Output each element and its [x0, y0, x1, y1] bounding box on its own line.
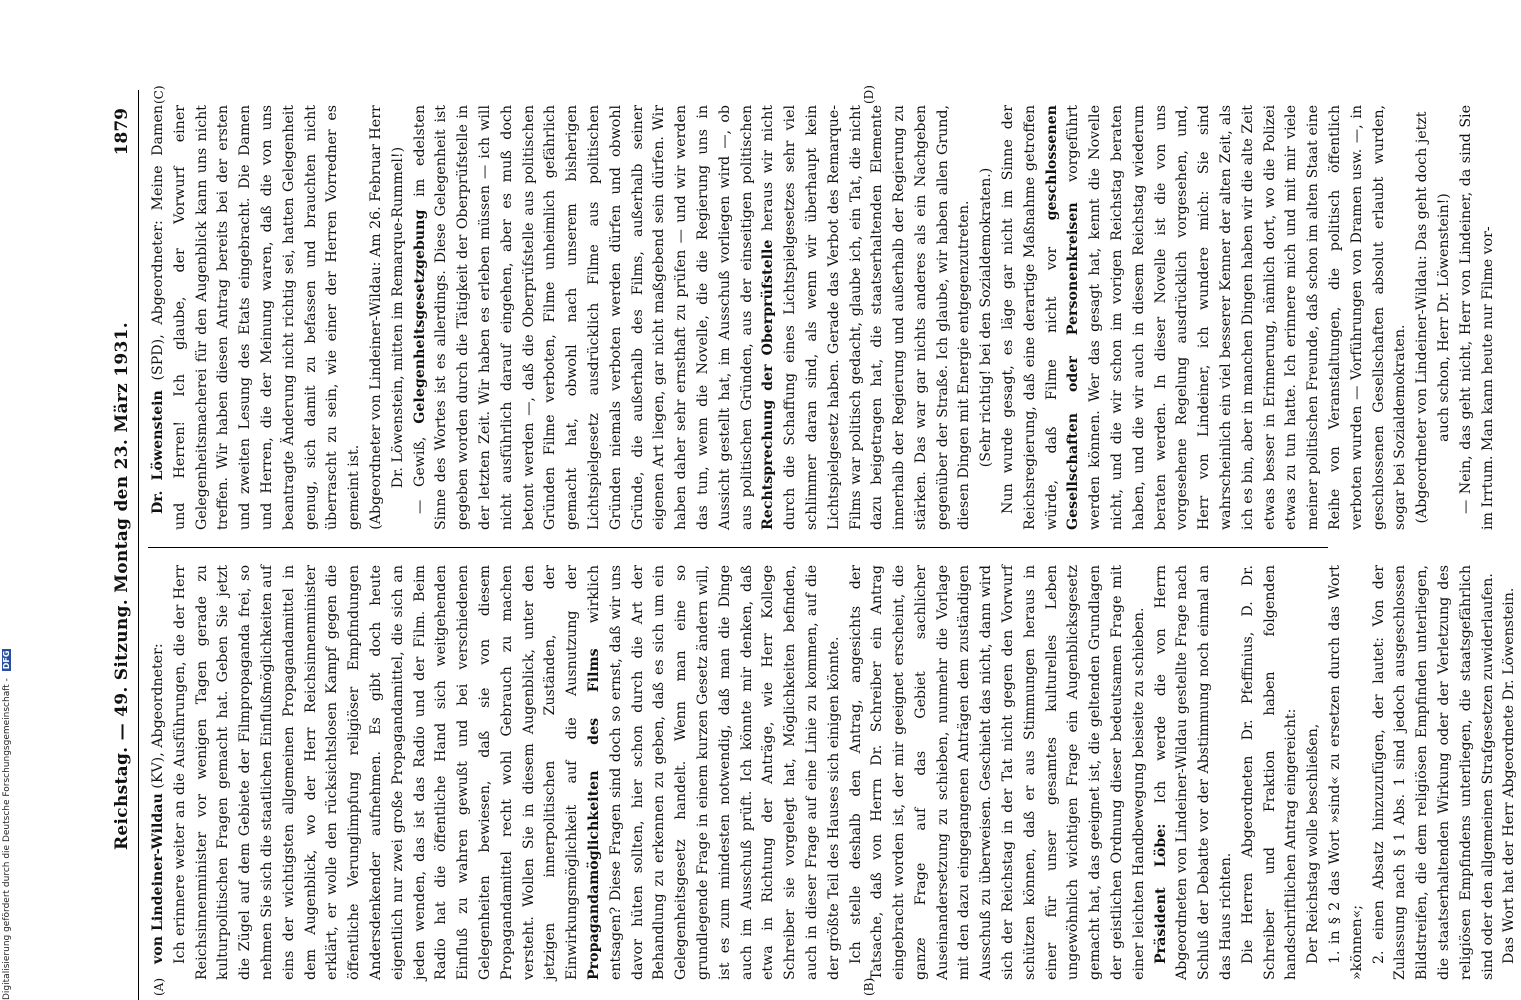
text-run: (KV), Abgeordneter:: [150, 643, 166, 794]
newspaper-page: [112, 85, 1518, 1000]
paragraph: [1369, 565, 1500, 980]
paragraph: [148, 105, 366, 530]
emphasis: geschlossenen Gesellschaften oder Personenkreisen: [1043, 105, 1082, 530]
footer-text: Digitalisierung gefördert durch die Deutsche Forschungsgemeinschaft -: [2, 678, 12, 1000]
text-run: — Gewiß,: [411, 423, 428, 514]
text-run: wirklich entsagen? Diese Fragen sind doch so ernst, daß wir uns davor hüten sollten, hier schon durch die Art der Behandlung zu erkennen zu geben, daß es sich um ein Gelegenheitsgesetz handelt. Wenn man eine so grundlegende Frage in einem kurzen Gesetz ändern will, ist es zum mindesten notwendig, daß man die Dinge auch im Ausschuß prüft. Ich könnte mir denken, daß etwa in Richtung der Anträge, wie Herr Kollege Schreiber sie vorgelegt hat, Möglichkeiten befinden, auch in dieser Frage auf eine Linie zu kommen, auf die der größte Teil des Hauses sich einigen könnte.: [585, 565, 842, 980]
paragraph: [170, 565, 846, 980]
text-run: Ich erinnere weiter an die Ausführungen, die der Herr Reichsinnenminister vor wenigen Tagen gerade zu kulturpolitischen Fragen gemacht hat. Geben Sie jetzt die Zügel auf dem Gebiete der Filmpropaganda frei, so nehmen Sie sich die staatlichen Einflußmöglichkeiten auf eins der wichtigsten allgemeinen Propagandamittel in dem Augenblick, wo der Herr Reichsinnenminister erklärt, er wolle den rücksichtslosen Kampf gegen die öffentliche Verunglimpfung religiöser Empfindungen Andersdenkender aufnehmen. Es gibt doch heute eigentlich nur zwei große Propagandamittel, die sich an jeden wenden, das ist das Radio und der Film. Beim Radio hat die öffentliche Hand sich weitgehenden Einfluß zu wahren gewußt und bei verschiedenen Gelegenheiten bewiesen, daß sie von diesem Propagandamittel recht wohl Gebrauch zu machen versteht. Wollen Sie in diesem Augenblick, unter den jetzigen innerpolitischen Zuständen, der Einwirkungsmöglichkeit auf die Ausnutzung der: [171, 565, 581, 980]
paragraph: [410, 105, 977, 530]
right-column: [148, 105, 1496, 530]
emphasis: Propagandamöglichkeiten des Films: [585, 648, 602, 980]
text-run: heraus wir nicht durch die Schaffung eines Lichtspielgesetzes sehr viel schlimmer daran sind, als wenn wir überhaupt kein Lichtspielgesetz haben. Gerade das Verbot des Remarque-Films war politisch gedacht, glaube ich, ein Tat, die nicht dazu beigetragen hat, die staatserhaltenden Elemente innerhalb der Regierung und außerhalb der Regierung zu stärken. Das war gar nichts anderes als ein Nachgeben gegenüber der Straße. Ich glaube, wir haben allen Grund, diesen Dingen mit Energie entgegenzutreten.: [760, 105, 973, 530]
margin-mark-a: (A): [152, 977, 166, 996]
paragraph: [1499, 565, 1521, 980]
margin-mark-c: (C): [152, 85, 166, 104]
paragraph: [1151, 565, 1238, 980]
text-run: — Nein, das geht nicht, Herr von Lindeiner, da sind Sie im Irrtum. Man kann heute nur Filme vor-: [1457, 105, 1496, 530]
paragraph: [846, 565, 1151, 980]
text-run: Das Wort hat der Herr Abgeordnete Dr. Löwenstein.: [1501, 587, 1518, 964]
emphasis: Gelegenheitsgesetzgebung: [411, 209, 428, 424]
text-run: 2. einen Absatz hinzuzufügen, der lautet: Von der Zulassung nach § 1 Abs. 1 sind jedoch ausgeschlossen Bildstreifen, die dem religiösen Empfinden unterliegen, die staatserhaltenden Wirkung oder der Verletzung des religiösen Empfindens unterliegen, die staatsgefährlich sind oder den allgemeinen Strafgesetzen zuwiderlaufen.: [1370, 565, 1496, 980]
text-run: (Abgeordneter von Lindeiner-Wildau: Am 26. Februar Herr Dr. Löwenstein, mitten im Remarque-Rummel!): [367, 105, 406, 530]
emphasis: Rechtsprechung der Oberprüfstelle: [760, 239, 777, 530]
column-divider: [148, 547, 1328, 548]
paragraph: [1303, 565, 1325, 980]
text-run: im edelsten Sinne des Wortes ist es allerdings. Diese Gelegenheit ist gegeben worden durch die Tätigkeit der Oberprüfstelle in der letzten Zeit. Wir haben es erleben müssen — ich will nicht ausführlich darauf eingehen, aber es muß doch betont werden —, daß die Oberprüfstelle aus politischen Gründen Filme verboten, Filme unheimlich gefährlich gemacht hat, obwohl nach unserem bisherigen Lichtspielgesetz ausdrücklich Filme aus politischen Gründen niemals verboten werden dürfen und obwohl Gründe, die außerhalb des Films, außerhalb seiner eigenen Art liegen, gar nicht maßgebend sein dürfen. Wir haben daher sehr ernsthaft zu prüfen — und wir werden das tun, wenn die Novelle, die die Regierung uns in Aussicht gestellt hat, im Ausschuß vorliegen wird —, ob aus politischen Gründen, aus der einseitigen politischen: [411, 105, 755, 530]
text-run: (SPD), Abgeordneter: Meine Damen und Herren! Ich glaube, der Vorwurf einer Gelegenheitsmacherei für den Augenblick kann uns nicht treffen. Wir haben diesen Antrag bereits bei der ersten und zweiten Lesung des Etats eingebracht. Die Damen und Herren, die der Meinung waren, daß die von uns beantragte Änderung nicht richtig sei, hatten Gelegenheit genug, sich damit zu befassen und brauchten nicht überrascht zu sein, wie einer der Herren Vorredner es gemeint ist.: [150, 105, 363, 530]
dfg-logo: DFG: [2, 650, 11, 670]
header-rule: [138, 90, 139, 1000]
text-run: Der Reichstag wolle beschließen,: [1305, 723, 1322, 964]
paragraph: [1456, 105, 1500, 530]
left-column: [148, 564, 1518, 980]
emphasis: Dr. Löwenstein: [150, 390, 166, 514]
interjection: [1412, 105, 1456, 530]
page-header: [112, 90, 146, 1000]
interjection: [976, 105, 998, 530]
text-run: 1. in § 2 das Wort »sind« zu ersetzen durch das Wort »können«;: [1327, 565, 1365, 980]
emphasis: von Lindeiner-Wildau: [150, 793, 166, 964]
page-number: 1879: [112, 108, 132, 156]
text-run: (Sehr richtig! bei den Sozialdemokraten.): [978, 167, 995, 468]
paragraph: [1238, 565, 1303, 980]
emphasis: Präsident Löbe:: [1152, 823, 1169, 964]
digitization-footer: [2, 620, 16, 1000]
text-run: Nun wurde gesagt, es läge gar nicht im Sinne der Reichsregierung, daß eine derartige Maßnahme getroffen würde, daß Filme nicht vor: [1000, 105, 1060, 530]
text-run: Die Herren Abgeordneten Dr. Pfeffinius, D. Dr. Schreiber und Fraktion haben folgenden handschriftlichen Antrag eingereicht:: [1239, 565, 1300, 980]
margin-mark-b: (B): [862, 977, 876, 996]
margin-mark-d: (D): [862, 85, 876, 104]
text-run: vorgeführt werden können. Wer das gesagt hat, kennt die Novelle nicht, und die wir schon im vorigen Reichstag beraten haben, und die wir auch in diesem Reichstag wiederum beraten werden. In dieser Novelle ist die von uns vorgesehene Regelung ausdrücklich vorgesehen, und, Herr von Lindeiner, ich wundere mich: Sie sind wahrscheinlich ein viel besserer Kenner der alten Zeit, als ich es bin, aber in manchen Dingen haben wir die alte Zeit etwas besser in Erinnerung, nämlich dort, wo die Polizei etwas zu tun hatte. Ich erinnere mich und mit mir viele meiner politischen Freunde, daß schon im alten Staat eine Reihe von Veranstaltungen, die politisch öffentlich verboten wurden — Vorführungen von Dramen usw. —, in geschlossenen Gesellschaften absolut erlaubt wurden, sogar bei Sozialdemokraten.: [1065, 105, 1409, 530]
paragraph: [148, 565, 170, 980]
paragraph: [998, 105, 1412, 530]
interjection: [366, 105, 410, 530]
text-run: (Abgeordneter von Lindeiner-Wildau: Das geht doch jetzt auch schon, Herr Dr. Löwenstein!): [1414, 111, 1453, 524]
text-run: Ich werde die von Herrn Abgeordneten von Lindeiner-Wildau gestellte Frage nach Schluß der Debatte vor der Abstimmung noch einmal an das Haus richten.: [1152, 564, 1235, 980]
running-head: Reichstag. — 49. Sitzung. Montag den 23. März 1931.: [112, 322, 132, 850]
text-run: Ich stelle deshalb den Antrag, angesichts der Tatsache, daß von Herrn Dr. Schreiber ein Antrag eingebracht worden ist, der mir geeignet erscheint, die ganze Frage auf das Gebiet sachlicher Auseinandersetzung zu schieben, nunmehr die Vorlage mit den dazu eingegangenen Anträgen dem zuständigen Ausschuß zu überweisen. Geschieht das nicht, dann wird sich der Reichstag in der Tat nicht gegen den Vorwurf schützen können, daß er aus Stimmungen heraus in einer für unser gesamtes kulturelles Leben ungewöhnlich wichtigen Frage ein Augenblicksgesetz gemacht hat, das geeignet ist, die geltenden Grundlagen der geistlichen Ordnung dieser bedeutsamen Frage mit einer leichten Handbewegung beiseite zu schieben.: [847, 565, 1147, 980]
paragraph: [1325, 565, 1369, 980]
